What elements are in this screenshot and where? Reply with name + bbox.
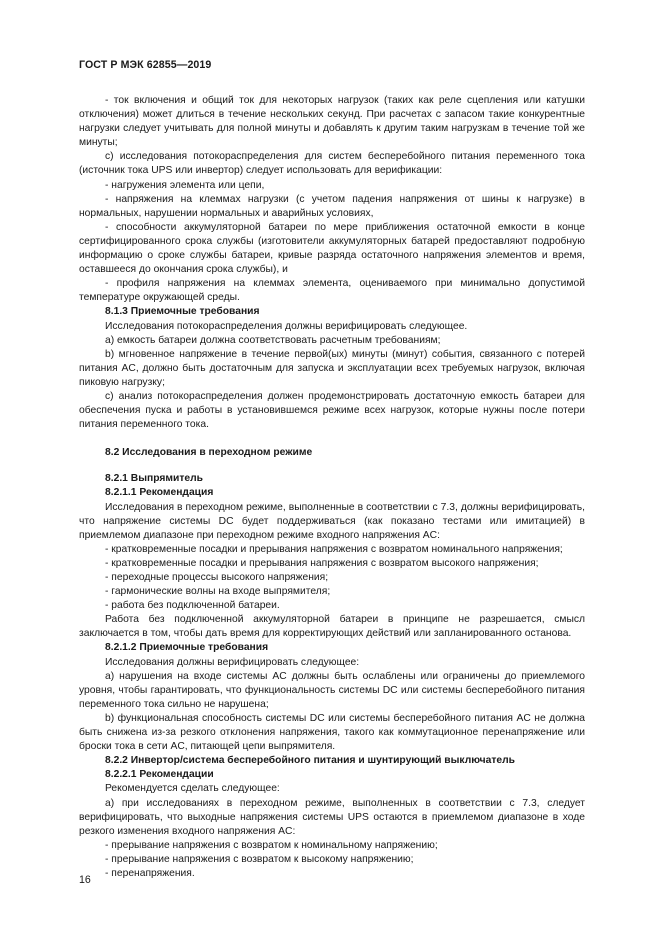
section-heading: 8.2.1.1 Рекомендация (105, 487, 214, 499)
list-item: - кратковременные посадки и прерывания напряжения с возвратом высокого напряжения; (105, 557, 539, 569)
paragraph: Исследования в переходном режиме, выполненные в соответствии с 7.3, должны верифицировать, что напряжение системы DC будет поддерживаться (как показано тестами или имитацией) в приемлемом диапазоне при переходном режиме входного напряжения AC: (79, 501, 585, 541)
list-item: - профиля напряжения на клеммах элемента, оцениваемого при минимально допустимой температуре окружающей среды. (79, 278, 585, 304)
paragraph: c) анализ потокораспределения должен продемонстрировать достаточную емкость батареи для обеспечения пуска и работы в установившемся режиме всех нагрузок, которые нужны после потери питания переменного тока. (79, 390, 585, 431)
list-item: - работа без подключенной батареи. (105, 600, 280, 612)
section-heading: 8.1.3 Приемочные требования (105, 306, 260, 318)
document-body (79, 94, 585, 881)
page-number: 16 (79, 874, 91, 886)
section-heading: 8.2 Исследования в переходном режиме (105, 447, 313, 459)
list-item: - гармонические волны на входе выпрямителя; (105, 586, 331, 598)
paragraph: Рекомендуется сделать следующее: (105, 783, 280, 795)
list-item: - ток включения и общий ток для некоторых нагрузок (таких как реле сцепления или катушки отключения) может длиться в течение нескольких секунд. При расчетах с запасом такие конкурентные нагрузки следует учитывать для полной минуты и добавлять к другим таким нагрузкам в течение той же минуты; (79, 95, 585, 149)
paragraph: а) емкость батареи должна соответствовать расчетным требованиям; (105, 334, 441, 346)
section-heading: 8.2.1 Выпрямитель (105, 473, 203, 485)
list-item: - нагружения элемента или цепи, (105, 179, 265, 191)
list-item: - напряжения на клеммах нагрузки (с учетом падения напряжения от шины к нагрузке) в нормальных, нарушении нормальных и аварийных условиях, (79, 193, 585, 219)
section-heading: 8.2.1.2 Приемочные требования (105, 642, 269, 654)
paragraph: Исследования должны верифицировать следующее: (105, 656, 360, 668)
paragraph: b) мгновенное напряжение в течение первой(ых) минуты (минут) события, связанного с потерей питания AC, должно быть достаточным для запуска и эксплуатации всех требуемых нагрузок, включая пиковую нагрузку; (79, 348, 585, 388)
paragraph: Исследования потокораспределения должны верифицировать следующее. (105, 320, 468, 332)
list-item: - переходные процессы высокого напряжения; (105, 572, 329, 583)
list-item: - кратковременные посадки и прерывания напряжения с возвратом номинального напряжения; (105, 543, 563, 555)
paragraph: а) нарушения на входе системы AC должны быть ослаблены или ограничены до приемлемого уровня, чтобы гарантировать, что функциональность системы DC или системы бесперебойного питания переменного тока сильно не нарушена; (79, 670, 585, 710)
paragraph: b) функциональная способность системы DC или системы бесперебойного питания AC не должна быть снижена из-за резкого отклонения напряжения, такого как коммутационное перенапряжение или броски тока в сети AC, питающей цепи выпрямителя. (79, 712, 585, 753)
list-item: - прерывание напряжения с возвратом к высокому напряжению; (105, 853, 414, 865)
section-heading: 8.2.2.1 Рекомендации (105, 769, 214, 781)
paragraph: а) при исследованиях в переходном режиме, выполненных в соответствии с 7.3, следует верифицировать, что выходные напряжения системы UPS остаются в приемлемом диапазоне в ходе резкого изменения входного напряжения AC: (79, 797, 585, 837)
paragraph: Работа без подключенной аккумуляторной батареи в принципе не разрешается, смысл заключается в том, чтобы дать время для корректирующих действий или запланированного останова. (79, 614, 585, 640)
section-heading: 8.2.2 Инвертор/система бесперебойного питания и шунтирующий выключатель (105, 755, 515, 767)
list-item: - перенапряжения. (105, 867, 195, 879)
list-item: - прерывание напряжения с возвратом к номинальному напряжению; (105, 839, 438, 851)
list-item: - способности аккумуляторной батареи по мере приближения остаточной емкости в конце сертифицированного срока службы (изготовители аккумуляторных батарей предоставляют подробную информацию о сроке службы батареи, кривые разряда остаточного напряжения элементов и время, оставшееся до окончания срока службы), и (79, 221, 585, 276)
document-header: ГОСТ Р МЭК 62855—2019 (79, 59, 212, 71)
paragraph: c) исследования потокораспределения для систем бесперебойного питания переменного тока (источник тока UPS или инвертор) следует использовать для верификации: (79, 151, 585, 177)
